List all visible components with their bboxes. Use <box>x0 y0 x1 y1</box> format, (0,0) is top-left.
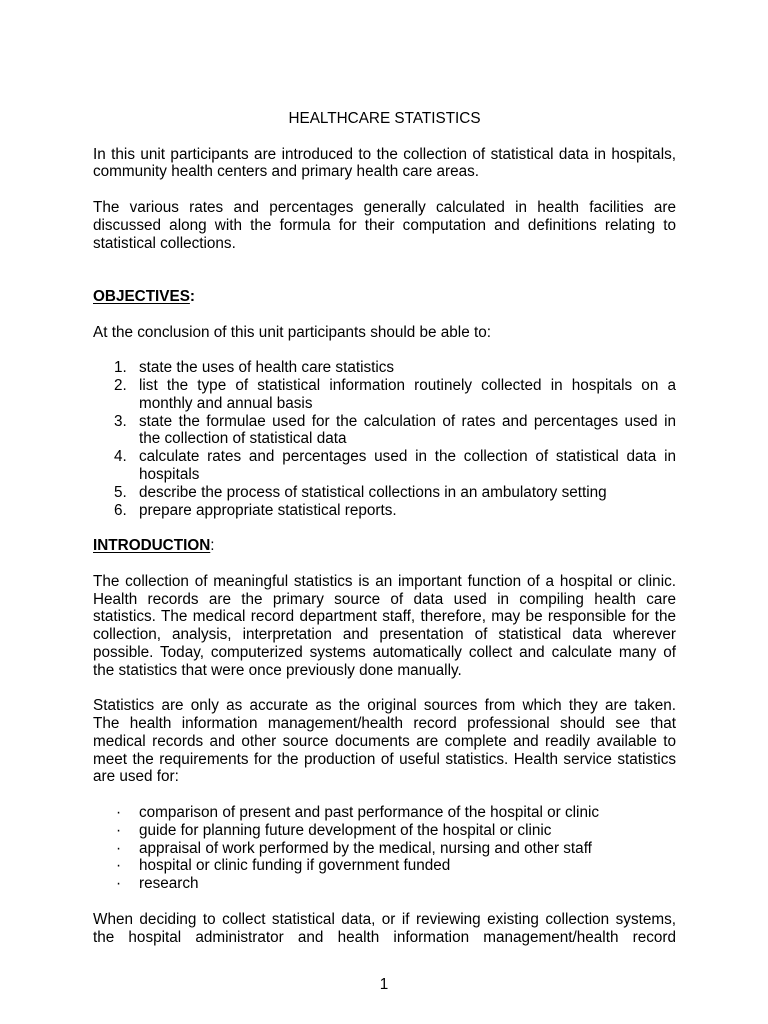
item-text-line: monthly and annual basis <box>139 394 313 412</box>
document-title: HEALTHCARE STATISTICS <box>288 110 481 127</box>
text-line: The various rates and percentages generally calculated in health facilities are <box>93 198 676 216</box>
text-line: discussed along with the formula for their computation and definitions relating to <box>93 216 676 234</box>
introduction-heading <box>93 537 676 555</box>
bullet-marker: · <box>116 804 122 822</box>
text-line: meet the requirements for the production of useful statistics. Health service statistics <box>93 750 676 768</box>
objective-item <box>93 413 676 449</box>
bullet-text: appraisal of work performed by the medical, nursing and other staff <box>139 839 592 857</box>
text-line: community health centers and primary health care areas. <box>93 163 480 181</box>
bullet-marker: · <box>116 875 122 893</box>
text-line: are used for: <box>93 768 179 786</box>
bullet-item <box>93 857 676 875</box>
objective-item <box>93 484 676 502</box>
introduction-paragraph-1 <box>93 573 676 680</box>
objectives-heading-label: OBJECTIVES <box>93 287 190 305</box>
item-number: 1. <box>114 359 127 377</box>
text-line: The health information management/health record professional should see that <box>93 715 676 733</box>
bullet-text: comparison of present and past performance of the hospital or clinic <box>139 804 600 822</box>
introduction-paragraph-2 <box>93 697 676 786</box>
document-body <box>93 110 676 946</box>
objective-item <box>93 377 676 413</box>
text-line: the statistics that were once previously done manually. <box>93 661 462 679</box>
item-text-line: the collection of statistical data <box>139 430 347 448</box>
text-line: statistics. The medical record department staff, therefore, may be responsible for the <box>93 608 676 626</box>
bullet-item <box>93 875 676 893</box>
introduction-heading-label: INTRODUCTION <box>93 537 211 555</box>
objective-item <box>93 359 676 377</box>
objective-item <box>93 502 676 520</box>
uses-bullet-list <box>93 804 676 893</box>
item-text-line: calculate rates and percentages used in the collection of statistical data in <box>139 448 676 466</box>
item-text-line: hospitals <box>139 465 200 483</box>
item-number: 6. <box>114 501 127 519</box>
item-number: 3. <box>114 412 127 430</box>
bullet-marker: · <box>116 839 122 857</box>
bullet-item <box>93 804 676 822</box>
objectives-list <box>93 359 676 519</box>
text-line: possible. Today, computerized systems automatically collect and calculate many of <box>93 643 676 661</box>
overview-paragraph-2 <box>93 199 676 252</box>
item-text-line: prepare appropriate statistical reports. <box>139 501 397 519</box>
text-line: The collection of meaningful statistics is an important function of a hospital or clinic. <box>93 572 676 590</box>
item-number: 2. <box>114 376 127 394</box>
item-text-line: state the uses of health care statistics <box>139 359 395 377</box>
item-number: 4. <box>114 448 127 466</box>
text-line: statistical collections. <box>93 234 236 252</box>
text-line: the hospital administrator and health information management/health record <box>93 928 676 946</box>
text-line: Health records are the primary source of data used in compiling health care <box>93 590 676 608</box>
objectives-lead: At the conclusion of this unit participants should be able to: <box>93 323 491 341</box>
bullet-marker: · <box>116 821 122 839</box>
bullet-item <box>93 840 676 858</box>
text-line: Statistics are only as accurate as the original sources from which they are taken. <box>93 697 676 715</box>
bullet-item <box>93 822 676 840</box>
bullet-text: hospital or clinic funding if government funded <box>139 857 451 875</box>
bullet-text: guide for planning future development of the hospital or clinic <box>139 821 552 839</box>
item-text-line: describe the process of statistical collections in an ambulatory setting <box>139 483 607 501</box>
introduction-paragraph-3 <box>93 911 676 947</box>
item-number: 5. <box>114 483 127 501</box>
objectives-heading <box>93 288 676 306</box>
objectives-heading-colon: : <box>189 287 196 305</box>
text-line: medical records and other source documents are complete and readily available to <box>93 732 676 750</box>
introduction-heading-colon: : <box>210 537 215 555</box>
item-text-line: list the type of statistical information routinely collected in hospitals on a <box>139 376 676 394</box>
page-number: 1 <box>379 976 389 993</box>
text-line: In this unit participants are introduced to the collection of statistical data in hospitals, <box>93 145 676 163</box>
text-line: When deciding to collect statistical data, or if reviewing existing collection systems, <box>93 910 676 928</box>
bullet-marker: · <box>116 857 122 875</box>
objective-item <box>93 448 676 484</box>
item-text-line: state the formulae used for the calculation of rates and percentages used in <box>139 412 676 430</box>
overview-paragraph-1 <box>93 146 676 182</box>
bullet-text: research <box>139 875 199 893</box>
text-line: collection, analysis, interpretation and presentation of statistical data wherever <box>93 626 676 644</box>
